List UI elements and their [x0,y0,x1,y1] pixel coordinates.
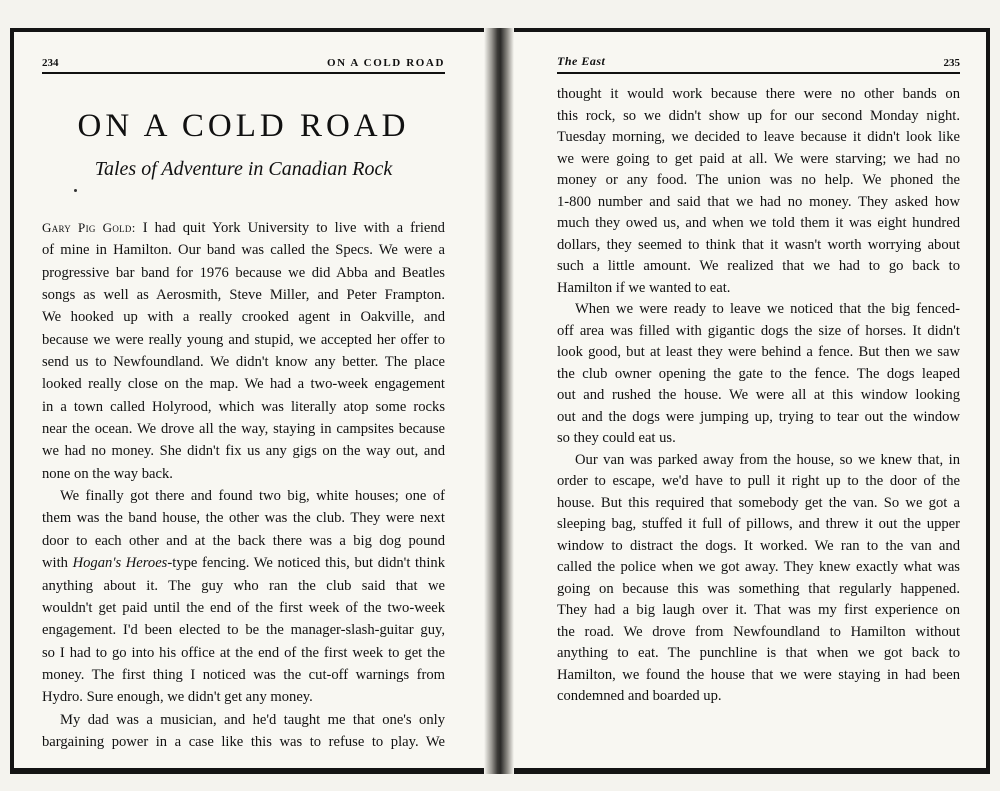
line-text: with [42,555,73,572]
text-line [557,149,960,171]
text-line [42,552,445,574]
text-line [557,127,960,149]
text-line [557,364,960,386]
line-text: out and the dogs were jumping up, trying to tear out the window [557,408,960,425]
text-line [557,471,960,493]
text-line [42,597,445,619]
line-text: so they could eat us. [557,430,676,446]
text-line [557,278,960,300]
line-text: condemned and boarded up. [557,688,722,704]
running-head-section: The East [557,54,606,68]
text-line [42,239,445,261]
text-line [42,329,445,351]
text-line [42,262,445,284]
right-running-header [557,52,960,74]
text-line [557,170,960,192]
page-number: 234 [42,57,59,69]
line-text: My dad was a musician, and he'd taught me that one's only [60,711,445,728]
text-line [42,418,445,440]
line-text: door to each other and at the back there was a big dog pound [42,532,445,549]
text-line [557,579,960,601]
line-text: Hydro. Sure enough, we didn't get any money. [42,689,313,706]
text-line [42,284,445,306]
line-text: called the police when we got away. They knew exactly what was [557,559,960,575]
line-text: window to distract the dogs. It worked. We ran to the van and [557,537,960,554]
text-line [557,385,960,407]
page-number: 235 [943,57,960,69]
speaker-name: Gary Pig Gold: [42,220,136,235]
text-line [42,686,445,708]
text-line [42,463,445,485]
text-line [557,600,960,622]
line-text: near the ocean. We drove all the way, staying in campsites because [42,421,445,438]
right-body-text [557,84,960,708]
text-line [557,106,960,128]
text-line [557,493,960,515]
text-line [557,557,960,579]
text-line [42,530,445,552]
line-text: of mine in Hamilton. Our band was called the Specs. We were a [42,242,445,259]
text-line [42,642,445,664]
book-gutter [484,28,514,774]
running-head-title: ON A COLD ROAD [326,57,445,69]
text-line [557,256,960,278]
text-line [42,664,445,686]
line-text: this rock, so we didn't show up for our second Monday night. [557,107,960,124]
left-running-header [42,52,445,74]
line-text: 1-800 number and said that we had no money. They asked how [557,193,960,210]
line-text: Tuesday morning, we decided to leave because it didn't look like [557,129,960,145]
line-text: We hooked up with a really crooked agent in Oakville, and [42,309,445,326]
line-text: Hamilton if we wanted to eat. [557,279,731,296]
line-text: I had quit York University to live with a friend [135,220,445,236]
line-text: When we were ready to leave we noticed that the big fenced- [575,301,960,317]
line-text: thought it would work because there were no other bands on [557,86,960,102]
line-text: money or any food. The union was no help. We phoned the [557,172,960,188]
line-text: anything to eat. The punchline is that when we got back to [557,645,960,661]
text-line [557,342,960,364]
text-line [557,235,960,257]
text-line [557,686,960,708]
text-line [557,428,960,450]
text-line [557,321,960,343]
line-text: We finally got there and found two big, white houses; one of [60,488,445,505]
line-text: engagement. I'd been elected to be the manager-slash-guitar guy, [42,622,445,639]
text-line [42,575,445,597]
text-line [557,536,960,558]
text-line [42,351,445,373]
text-line [42,396,445,418]
text-line [557,213,960,235]
text-line [42,485,445,507]
line-text: house. But this required that somebody get the van. So we got a [557,494,960,511]
line-text: we were going to get paid at all. We were starving; we had no [557,150,960,167]
line-text: wouldn't get paid until the end of the first week of the two-week [42,599,445,616]
text-line [42,709,445,731]
line-text: progressive bar band for 1976 because we did Abba and Beatles [42,264,445,281]
line-text: the club owner opening the gate to the fence. The dogs leaped [557,365,960,382]
text-line [42,217,445,239]
line-text: sleeping bag, stuffed it full of pillows, and threw it out the upper [557,516,960,532]
text-line [557,665,960,687]
line-text: money. The first thing I noticed was the cut-off warnings from [42,666,445,683]
italic-title: Hogan's Heroes [72,555,168,572]
line-text: none on the way back. [42,465,173,482]
text-line [557,450,960,472]
text-line [42,440,445,462]
chapter-subtitle: Tales of Adventure in Canadian Rock [94,158,393,180]
line-text: the road. We drove from Newfoundland to Hamilton without [557,623,960,640]
ornament-dot [74,189,77,192]
line-text: -type fencing. We noticed this, but didn't think [167,555,446,572]
text-line [557,643,960,665]
text-line [557,622,960,644]
text-line [42,306,445,328]
line-text: because we were really young and stupid, we accepted her offer to [42,331,445,348]
line-text: them was the band house, the other was the club. They were next [42,510,445,527]
text-line [557,407,960,429]
line-text: anything about it. The guy who ran the club said that we [42,577,445,594]
line-text: bargaining power in a case like this was to refuse to play. We [42,733,445,750]
line-text: Hamilton, we found the house that we were staying in had been [557,666,960,683]
chapter-title: ON A COLD ROAD [77,108,410,144]
text-line [557,299,960,321]
line-text: going on because this was something that regularly happened. [557,580,960,597]
line-text: in a town called Holyrood, which was literally atop some rocks [42,398,445,415]
text-line [557,84,960,106]
line-text: so I had to go into his office at the end of the first week to get the [42,644,445,661]
line-text: much they owed us, and when we told them it was eight hundred [557,215,960,231]
line-text: we had no money. She didn't fix us any gigs on the way out, and [42,443,445,460]
text-line [557,514,960,536]
line-text: looked really close on the map. We had a two-week engagement [42,376,445,393]
line-text: such a little amount. We realized that we had to go back to [557,258,960,274]
left-body-text [42,217,445,753]
line-text: order to escape, we'd have to pull it right up to the door of the [557,473,960,489]
text-line [42,731,445,753]
line-text: look good, but at least they were behind a fence. But then we saw [557,344,960,360]
line-text: They had a big laugh over it. That was my first experience on [557,602,960,618]
line-text: off area was filled with gigantic dogs the size of horses. It didn't [557,322,960,339]
text-line [42,619,445,641]
line-text: send us to Newfoundland. We didn't know any better. The place [42,354,445,371]
text-line [42,507,445,529]
line-text: Our van was parked away from the house, so we knew that, in [575,451,960,468]
line-text: out and rushed the house. We were all at this window looking [557,387,960,403]
text-line [557,192,960,214]
text-line [42,373,445,395]
line-text: dollars, they seemed to think that it wasn't worth worrying about [557,236,960,253]
line-text: songs as well as Aerosmith, Steve Miller, and Peter Frampton. [42,287,445,304]
